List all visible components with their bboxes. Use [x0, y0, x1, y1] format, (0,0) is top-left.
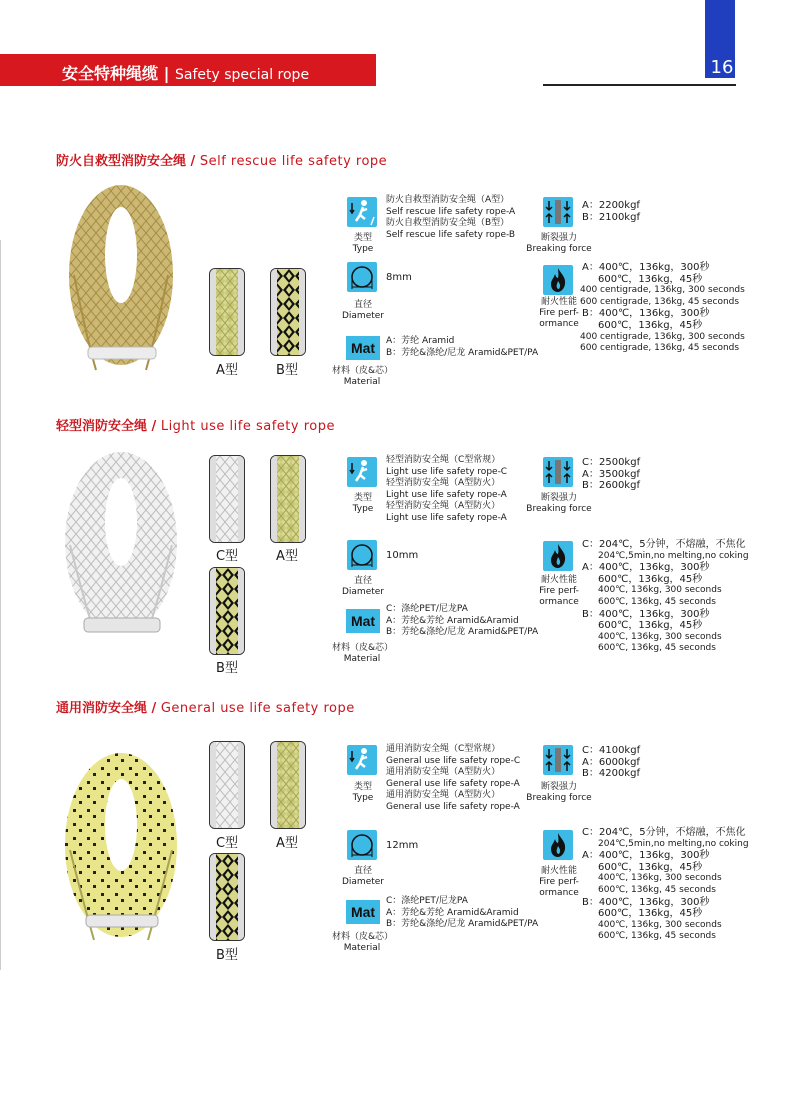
type-line: Self rescue life safety rope-B — [386, 229, 516, 240]
type-line: 轻型消防安全绳（C型常规） — [386, 455, 501, 465]
material-icon: Mat — [346, 336, 380, 360]
material-line: C：涤纶PET/尼龙PA — [386, 604, 468, 614]
swatch-label-a: A型 — [216, 363, 238, 378]
fire-line: 600℃，136kg，45秒 — [598, 620, 703, 632]
material-caption-en: Material — [343, 943, 381, 953]
swatch-a — [209, 268, 245, 356]
fire-line: 204℃,5min,no melting,no coking — [598, 550, 749, 561]
type-caption — [343, 782, 383, 804]
type-list — [386, 455, 507, 524]
breaking-caption — [526, 233, 592, 255]
fire-caption-cn: 耐火性能 — [540, 575, 577, 585]
breaking-line: A：6000kgf — [582, 756, 640, 768]
material-line: A：芳纶&芳纶 Aramid&Aramid — [386, 907, 519, 918]
diameter-value: 10mm — [386, 550, 419, 561]
diameter-icon — [347, 262, 377, 292]
header-separator: | — [163, 64, 170, 83]
type-line: 轻型消防安全绳（A型防火） — [386, 501, 501, 511]
section-title-light-use — [56, 415, 335, 434]
section-title-sep: / — [147, 701, 161, 716]
material-caption-cn: 材料（皮&芯） — [332, 932, 394, 942]
breaking-force-icon — [543, 457, 573, 487]
material-caption — [332, 932, 392, 954]
material-caption-cn: 材料（皮&芯） — [332, 366, 394, 376]
fire-line: 400 centigrade, 136kg, 300 seconds — [580, 285, 745, 296]
type-line: General use life safety rope-A — [386, 801, 520, 812]
type-line: 通用消防安全绳（C型常规） — [386, 744, 501, 754]
type-caption-cn: 类型 — [353, 782, 372, 792]
fire-line: B：400℃，136kg，300秒 — [582, 896, 710, 908]
swatch-c — [209, 455, 245, 543]
fire-line: 400℃, 136kg, 300 seconds — [598, 631, 722, 642]
section-title-cn: 通用消防安全绳 — [56, 701, 148, 716]
fire-line: 600 centigrade, 136kg, 45 seconds — [580, 296, 740, 307]
rope-photo-general-use — [56, 750, 186, 950]
diameter-caption — [340, 300, 386, 322]
fire-line: A：400℃，136kg，300秒 — [582, 262, 710, 273]
diameter-caption-cn: 直径 — [353, 300, 372, 310]
swatch-b — [209, 567, 245, 655]
swatch-b — [209, 853, 245, 941]
rope-photo-light-use — [56, 450, 186, 642]
fire-line: 400℃, 136kg, 300 seconds — [598, 919, 722, 930]
type-line: 通用消防安全绳（A型防火） — [386, 767, 501, 777]
material-caption — [332, 643, 392, 665]
fire-caption — [532, 297, 586, 330]
fire-icon — [543, 265, 573, 295]
fire-icon — [543, 830, 573, 860]
type-line: 轻型消防安全绳（A型防火） — [386, 478, 501, 488]
breaking-force-icon — [543, 745, 573, 775]
breaking-line: B：2600kgf — [582, 480, 640, 491]
fire-line: 600℃，136kg，45秒 — [598, 273, 703, 285]
type-caption-en: Type — [352, 504, 374, 514]
fire-line: A：400℃，136kg，300秒 — [582, 850, 710, 862]
header-title-en: Safety special rope — [175, 67, 310, 83]
page-number: 16 — [710, 57, 734, 78]
swatch-label-b: B型 — [216, 948, 238, 963]
material-line: A：芳纶&芳纶 Aramid&Aramid — [386, 615, 519, 626]
fire-icon — [543, 541, 573, 571]
swatch-b — [270, 268, 306, 356]
section-title-cn: 轻型消防安全绳 — [56, 419, 148, 434]
type-line: Light use life safety rope-A — [386, 489, 507, 500]
diameter-caption-cn: 直径 — [353, 576, 372, 586]
swatch-label-c: C型 — [215, 836, 239, 851]
material-list — [386, 896, 538, 931]
fire-line: 400℃, 136kg, 300 seconds — [598, 873, 722, 884]
fire-list — [582, 827, 749, 943]
swatch-label-c: C型 — [215, 549, 239, 564]
section-title-self-rescue — [56, 150, 387, 169]
breaking-list — [582, 200, 640, 223]
type-line: Self rescue life safety rope-A — [386, 206, 516, 217]
fire-line: 204℃,5min,no melting,no coking — [598, 838, 749, 849]
type-caption — [343, 493, 383, 515]
material-list — [386, 336, 538, 359]
diameter-icon — [347, 830, 377, 860]
diameter-caption-en: Diameter — [341, 877, 385, 887]
section-title-sep: / — [147, 419, 161, 434]
breaking-line: C：2500kgf — [582, 457, 641, 468]
fire-line: 600℃, 136kg, 45 seconds — [598, 643, 716, 654]
fire-line: C：204℃，5分钟，不熔融，不焦化 — [582, 827, 746, 838]
type-caption-cn: 类型 — [353, 493, 372, 503]
material-caption-en: Material — [343, 377, 381, 387]
breaking-caption-en: Breaking force — [526, 793, 592, 803]
fire-line: B：400℃，136kg，300秒 — [582, 308, 710, 320]
swatch-label-a: A型 — [276, 836, 298, 851]
fire-line: 600℃, 136kg, 45 seconds — [598, 884, 716, 895]
fire-line: 600℃，136kg，45秒 — [598, 861, 703, 873]
breaking-line: A：2200kgf — [582, 200, 640, 211]
type-line: 防火自救型消防安全绳（A型） — [386, 195, 510, 205]
diameter-icon — [347, 540, 377, 570]
swatch-label-b: B型 — [276, 363, 298, 378]
material-list — [386, 604, 538, 639]
fire-caption — [532, 866, 586, 899]
material-caption-cn: 材料（皮&芯） — [332, 643, 394, 653]
type-caption — [343, 233, 383, 255]
material-line: C：涤纶PET/尼龙PA — [386, 896, 468, 906]
section-title-cn: 防火自救型消防安全绳 — [56, 154, 187, 169]
fire-line: 600℃，136kg，45秒 — [598, 908, 703, 920]
fire-caption-en: ormance — [539, 597, 579, 607]
fire-caption-en: ormance — [539, 319, 579, 329]
diameter-caption-cn: 直径 — [353, 866, 372, 876]
diameter-caption-en: Diameter — [341, 311, 385, 321]
type-caption-en: Type — [352, 793, 374, 803]
type-line: 防火自救型消防安全绳（B型） — [386, 218, 510, 228]
swatch-a — [270, 741, 306, 829]
section-title-en: Self rescue life safety rope — [199, 154, 388, 169]
type-line: General use life safety rope-C — [386, 755, 521, 766]
material-line: B：芳纶&涤纶/尼龙 Aramid&PET/PA — [386, 347, 539, 358]
breaking-list — [582, 745, 640, 780]
fire-caption — [532, 575, 586, 608]
fire-caption-en: Fire perf- — [539, 586, 579, 596]
fire-line: C：204℃，5分钟，不熔融，不焦化 — [582, 539, 746, 550]
material-line: B：芳纶&涤纶/尼龙 Aramid&PET/PA — [386, 919, 539, 929]
breaking-caption-cn: 断裂强力 — [540, 782, 577, 792]
diameter-value: 8mm — [386, 272, 412, 283]
swatch-label-a: A型 — [276, 549, 298, 564]
material-icon: Mat — [346, 900, 380, 924]
climber-icon — [347, 197, 377, 227]
type-caption-en: Type — [352, 244, 374, 254]
fire-caption-en: ormance — [539, 888, 579, 898]
section-title-en: Light use life safety rope — [160, 419, 335, 434]
fire-line: 600℃，136kg，45秒 — [598, 573, 703, 585]
climber-icon — [347, 457, 377, 487]
breaking-line: B：4200kgf — [582, 768, 640, 779]
material-caption-en: Material — [343, 654, 381, 664]
swatch-label-b: B型 — [216, 661, 238, 676]
type-caption-cn: 类型 — [353, 233, 372, 243]
swatch-a — [270, 455, 306, 543]
fire-line: 600℃, 136kg, 45 seconds — [598, 931, 716, 942]
type-line: 通用消防安全绳（A型防火） — [386, 790, 501, 800]
breaking-caption-en: Breaking force — [526, 244, 592, 254]
type-list — [386, 744, 520, 813]
fire-caption-en: Fire perf- — [539, 308, 579, 318]
breaking-caption — [526, 493, 592, 515]
diameter-caption-en: Diameter — [341, 587, 385, 597]
breaking-caption-cn: 断裂强力 — [540, 233, 577, 243]
breaking-list — [582, 457, 640, 492]
material-line: B：芳纶&涤纶/尼龙 Aramid&PET/PA — [386, 627, 539, 637]
breaking-line: A：3500kgf — [582, 468, 640, 480]
fire-line: A：400℃，136kg，300秒 — [582, 562, 710, 574]
fire-line: 400℃, 136kg, 300 seconds — [598, 585, 722, 596]
breaking-caption — [526, 782, 592, 804]
fire-line: B：400℃，136kg，300秒 — [582, 608, 710, 620]
rope-photo-self-rescue — [56, 185, 186, 380]
breaking-caption-en: Breaking force — [526, 504, 592, 514]
material-caption — [332, 366, 392, 388]
header-title-cn: 安全特种绳缆 — [62, 64, 159, 83]
section-title-general-use — [56, 697, 355, 716]
diameter-value: 12mm — [386, 840, 419, 851]
breaking-force-icon — [543, 197, 573, 227]
fire-list — [582, 539, 749, 655]
material-icon: Mat — [346, 609, 380, 633]
section-title-sep: / — [186, 154, 200, 169]
header-title — [62, 61, 309, 84]
diameter-caption — [340, 866, 386, 888]
fire-caption-cn: 耐火性能 — [540, 297, 577, 307]
type-list — [386, 195, 515, 241]
fire-line: 600℃, 136kg, 45 seconds — [598, 596, 716, 607]
type-line: Light use life safety rope-A — [386, 512, 507, 523]
section-title-en: General use life safety rope — [160, 701, 355, 716]
fire-list — [582, 262, 745, 355]
swatch-c — [209, 741, 245, 829]
header-rule — [543, 84, 736, 86]
breaking-line: C：4100kgf — [582, 745, 641, 756]
material-line: A：芳纶 Aramid — [386, 336, 455, 346]
left-margin-rule — [0, 240, 1, 970]
fire-line: 600 centigrade, 136kg, 45 seconds — [580, 343, 740, 354]
climber-icon — [347, 745, 377, 775]
fire-line: 600℃，136kg，45秒 — [598, 319, 703, 331]
type-line: Light use life safety rope-C — [386, 466, 508, 477]
type-line: General use life safety rope-A — [386, 778, 520, 789]
fire-caption-cn: 耐火性能 — [540, 866, 577, 876]
breaking-line: B：2100kgf — [582, 211, 640, 223]
diameter-caption — [340, 576, 386, 598]
breaking-caption-cn: 断裂强力 — [540, 493, 577, 503]
fire-caption-en: Fire perf- — [539, 877, 579, 887]
fire-line: 400 centigrade, 136kg, 300 seconds — [580, 331, 745, 342]
